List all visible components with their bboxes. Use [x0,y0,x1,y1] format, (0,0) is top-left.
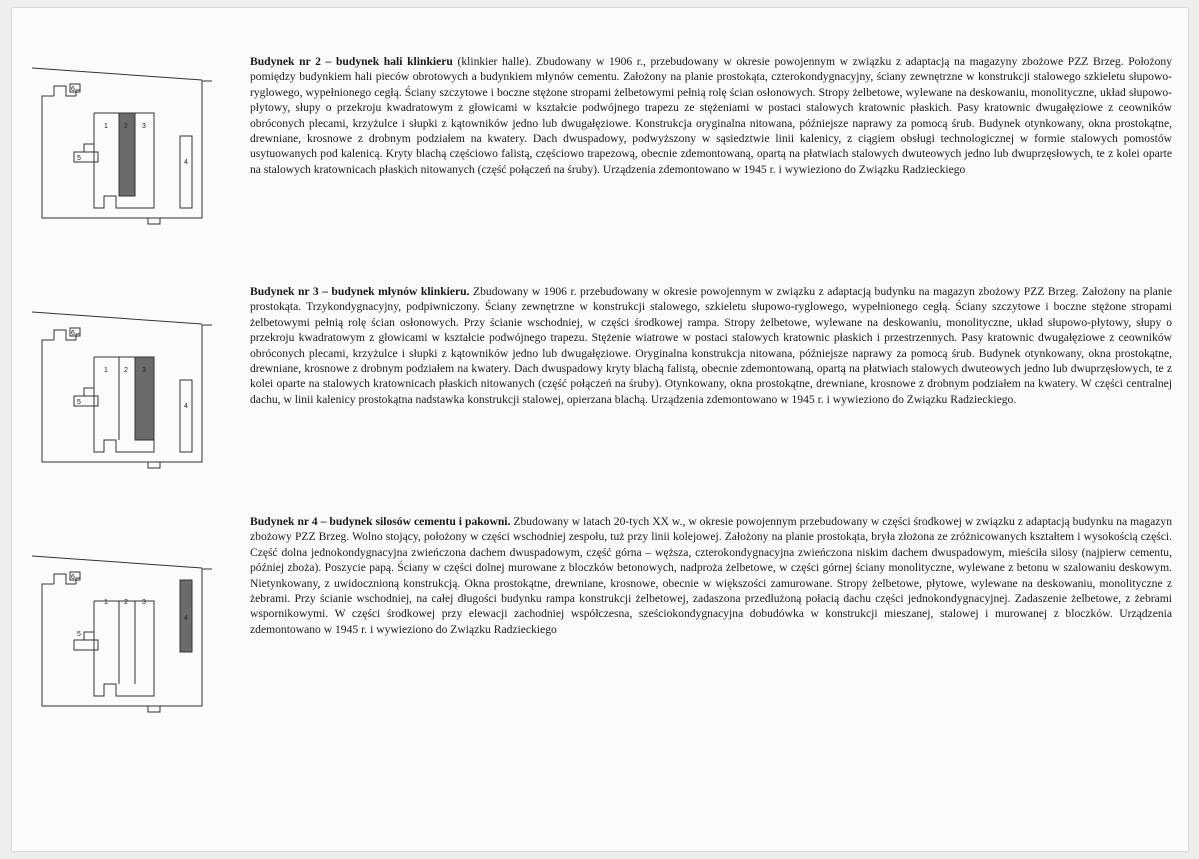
entry-body: Zbudowany w 1906 r. przebudowany w okresie powojennym w związku z adaptacją budynku na magazyn zbożowy PZZ Brzeg. Założony na planie prostokąta. Trzykondygnacyjny, podpiwniczony. Ściany zewnętrzne w konstrukcji stalowego, szkieletu słupowo-ryglowego, wypełnionego cegłą. Ściany szczytowe i boczne stężone stropami żelbetowymi pełnią rolę ścian osłonowych. Przy ścianie wschodniej, w części środkowej rampa. Stropy żelbetowe, wylewane na deskowaniu, monolityczne, układ słupowo-płytowy, słupy o przekroju kwadratowym z głowicami w kształcie podwójnego trapezu. Stężenie wiatrowe w postaci stalowych kratownic płaskich i przestrzennych. Pasy kratownic dwugałęziowe z ceowników obróconych plecami, krzyżulce i słupki z kątowników jedno lub dwugałęziowe. Oryginalna konstrukcja nitowana, późniejsze naprawy za pomocą śrub. Budynek otynkowany, okna prostokątne, drewniane, krosnowe z drobnym podziałem na kwatery. Dach dwuspadowy kryty blachą falistą, obecnie zdemontowaną, opartą na płatwiach stalowych dwuteowych jedno lub dwuprzęsłowych, te z kolei oparte na stalowych kratownicach płaskich nitowanych (część połączeń na śruby). Otynkowany, okna prostokątne, drewniane, krosnowe z drobnym podziałem na kwatery. W części centralnej dachu, w linii kalenicy prostokątna nadstawka konstrukcji stalowej, opierzana blachą. Urządzenia zdemontowano w 1945 r. i wywieziono do Związku Radzieckiego. [250,285,1172,406]
plan-label-5: 5 [77,631,81,638]
plan-label-1: 1 [104,367,108,374]
railway-line [32,556,202,568]
entry-text [250,54,1172,177]
railway-line [32,68,202,80]
plan-label-2: 2 [124,123,128,130]
site-plan [32,300,212,470]
plan-label-3: 3 [142,599,146,606]
plan-label-3: 3 [142,123,146,130]
plan-label-6: 6 [71,574,75,581]
entry-body: Zbudowany w latach 20-tych XX w., w okresie powojennym przebudowany w części środkowej w związku z adaptacją budynku na magazyn zbożowy PZZ Brzeg. Wolno stojący, położony w części wschodniej zespołu, tuż przy linii kolejowej. Założony na planie prostokąta, bryła złożona ze zróżnicowanych kształtem i wysokością części. Część dolna jednokondygnacyjna zwieńczona dachem dwuspadowym, część górna – węższa, czterokondygnacyjna zwieńczona niskim dachem dwuspadowym, mieściła silosy (najpierw cementu, później zboża). Poszycie papą. Ściany w części dolnej murowane z bloczków betonowych, nadproża żelbetowe, w części górnej ściany monolityczne, wylewane z betonu w szalowaniu deskowym. Nietynkowany, z uwidocznioną konstrukcją. Okna prostokątne, drewniane, krosnowe, obecnie w większości zamurowane. Stropy żelbetowe, płytowe, wylewane na deskowaniu, monolityczne z żebrami. Przy ścianie wschodniej, na całej długości budynku rampa konstrukcji żelbetowej, zadaszona przedłużoną połacią dachu części jednokondygnacyjnej. Zadaszenie żelbetowe, z żebrami wspornikowymi. W części środkowej przy elewacji zachodniej współczesna, sześciokondygnacyjna dobudówka w konstrukcji mieszanej, stalowej i murowanej z bloczków. Urządzenia zdemontowano w 1945 r. i wywieziono do Związku Radzieckiego [250,515,1173,636]
site-plan-drawing [32,300,212,470]
plan-label-4: 4 [184,403,188,410]
site-plan [32,544,212,714]
plan-label-6: 6 [71,86,75,93]
site-boundary [42,325,212,462]
entry-text [250,284,1172,407]
entry-heading: Budynek nr 3 – budynek młynów klinkieru. [250,285,470,298]
entry-heading: Budynek nr 2 – budynek hali klinkieru [250,55,453,68]
plan-label-3: 3 [142,367,146,374]
main-hall-outline [94,601,154,696]
site-plan-drawing [32,56,212,226]
site-plan [32,56,212,226]
gate [148,462,160,468]
railway-line [32,312,202,324]
plan-label-2: 2 [124,599,128,606]
entry-body: (klinkier halle). Zbudowany w 1906 r., przebudowany w okresie powojennym w związku z adaptacją na magazyny zbożowe PZZ Brzeg. Położony pomiędzy budynkiem hali pieców obrotowych a budynkiem młynów cementu. Założony na planie prostokąta, czterokondygnacyjny, ściany zewnętrzne w konstrukcji stalowego szkieletu słupowo-ryglowego, wypełnionego cegłą. Ściany szczytowe i boczne stężone stropami żelbetowymi pełnią rolę ścian osłonowych. Stropy żelbetowe, wylewane na deskowaniu, monolityczne, układ słupowo-płytowy, słupy o przekroju kwadratowym z głowicami w kształcie podwójnego trapezu ze stężeniami w postaci stalowych kratownic płaskich. Pasy kratownic dwugałęziowe z ceowników obróconych plecami, krzyżulce i słupki z kątowników jedno lub dwugałęziowe. Konstrukcja oryginalna nitowana, późniejsze naprawy za pomocą śrub. Budynek otynkowany, okna prostokątne, drewniane, krosnowe z drobnym podziałem na kwatery. Dach dwuspadowy, podwyższony w sąsiedztwie linii kalenicy, z ciągiem obsługi technologicznej w formie stalowych pomostów usytuowanych pod kalenicą. Kryty blachą częściowo falistą, częściowo trapezową, obecnie zdemontowaną, opartą na płatwiach stalowych dwuteowych jedno lub dwuprzęsłowych, te z kolei oparte na stalowych kratownicach płaskich nitowanych (część połączeń na śruby). Urządzenia zdemontowano w 1945 r. i wywieziono do Związku Radzieckiego [250,55,1173,176]
plan-label-6: 6 [71,330,75,337]
plan-label-5: 5 [77,155,81,162]
entry-heading: Budynek nr 4 – budynek silosów cementu i pakowni. [250,515,511,528]
entry-text [250,514,1172,637]
building-4-outline [180,136,192,208]
plan-label-1: 1 [104,123,108,130]
site-plan-drawing [32,544,212,714]
plan-label-4: 4 [184,159,188,166]
plan-label-4: 4 [184,615,188,622]
plan-label-2: 2 [124,367,128,374]
gate [148,218,160,224]
plan-label-1: 1 [104,599,108,606]
plan-label-5: 5 [77,399,81,406]
document-page [12,8,1188,851]
gate [148,706,160,712]
